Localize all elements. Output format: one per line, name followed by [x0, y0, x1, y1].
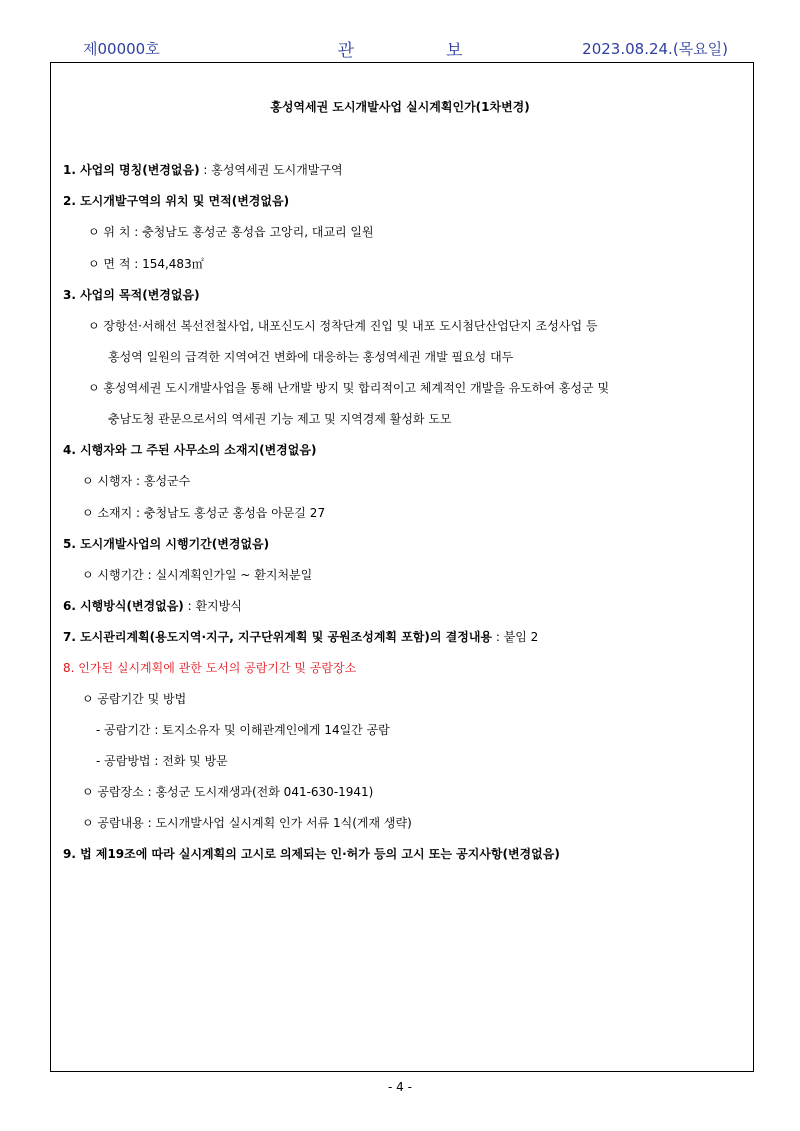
list-item: ㅇ 면 적 : 154,483㎡	[88, 257, 204, 271]
list-item: ㅇ 장항선·서해선 복선전철사업, 내포신도시 정착단계 진입 및 내포 도시첨단산업단지 조성사업 등	[88, 319, 598, 333]
issue-date: 2023.08.24.(목요일)	[582, 40, 728, 58]
section-7	[63, 629, 538, 645]
section-6	[63, 598, 242, 614]
section-heading: 3. 사업의 목적(변경없음)	[63, 288, 200, 302]
sub-list-item: - 공람기간 : 토지소유자 및 이해관계인에게 14일간 공람	[96, 723, 390, 737]
list-item: ㅇ 공람기간 및 방법	[82, 692, 187, 706]
section-inline-value: : 홍성역세권 도시개발구역	[199, 163, 343, 177]
section-heading: 2. 도시개발구역의 위치 및 면적(변경없음)	[63, 194, 290, 208]
publication-title: 관보	[337, 41, 555, 61]
list-item-continuation: 충남도청 관문으로서의 역세권 기능 제고 및 지역경제 활성화 도모	[108, 412, 452, 426]
section-heading: 7. 도시관리계획(용도지역·지구, 지구단위계획 및 공원조성계획 포함)의 결정내용	[63, 630, 493, 644]
list-item: ㅇ 시행기간 : 실시계획인가일 ~ 환지처분일	[82, 568, 313, 582]
list-item: ㅇ 공람내용 : 도시개발사업 실시계획 인가 서류 1식(게재 생략)	[82, 816, 412, 830]
section-heading: 1. 사업의 명칭(변경없음)	[63, 163, 200, 177]
section-heading-highlighted: 8. 인가된 실시계획에 관한 도서의 공람기간 및 공람장소	[63, 661, 357, 675]
section-heading: 5. 도시개발사업의 시행기간(변경없음)	[63, 537, 270, 551]
section-inline-value: : 붙임 2	[492, 630, 539, 644]
sub-list-item: - 공람방법 : 전화 및 방문	[96, 754, 228, 768]
list-item: ㅇ 위 치 : 충청남도 홍성군 홍성읍 고앙리, 대교리 일원	[88, 225, 374, 239]
section-1	[63, 162, 343, 178]
list-item: ㅇ 시행자 : 홍성군수	[82, 474, 191, 488]
page-number: - 4 -	[388, 1080, 412, 1094]
list-item-continuation: 홍성역 일원의 급격한 지역여건 변화에 대응하는 홍성역세권 개발 필요성 대두	[108, 350, 514, 364]
section-heading: 6. 시행방식(변경없음)	[63, 599, 184, 613]
section-heading: 4. 시행자와 그 주된 사무소의 소재지(변경없음)	[63, 443, 317, 457]
list-item: ㅇ 홍성역세권 도시개발사업을 통해 난개발 방지 및 합리적이고 체계적인 개발을 유도하여 홍성군 및	[88, 381, 610, 395]
issue-number: 제00000호	[83, 40, 160, 58]
list-item: ㅇ 소재지 : 충청남도 홍성군 홍성읍 아문길 27	[82, 506, 326, 520]
list-item: ㅇ 공람장소 : 홍성군 도시재생과(전화 041-630-1941)	[82, 785, 374, 799]
document-title: 홍성역세권 도시개발사업 실시계획인가(1차변경)	[270, 100, 530, 114]
section-heading: 9. 법 제19조에 따라 실시계획의 고시로 의제되는 인·허가 등의 고시 또는 공지사항(변경없음)	[63, 847, 560, 861]
section-inline-value: : 환지방식	[183, 599, 242, 613]
